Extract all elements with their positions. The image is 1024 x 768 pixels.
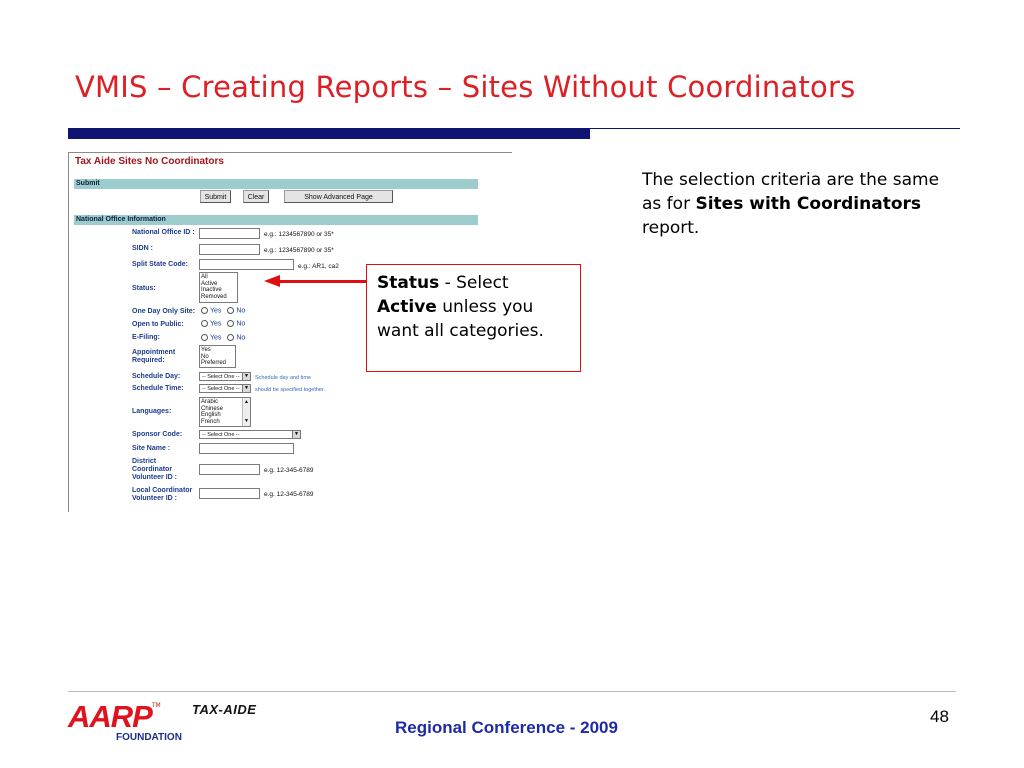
language-option[interactable]: Arabic — [201, 399, 219, 405]
note-text-before: The selection criteria are the same as for — [642, 170, 940, 214]
title-underline-bar — [68, 128, 590, 139]
clear-button[interactable]: Clear — [243, 190, 269, 203]
appointment-option[interactable]: Yes — [201, 347, 211, 353]
open-to-public-label: Open to Public: — [132, 321, 184, 328]
schedule-time-hint: should be specified together. — [255, 387, 326, 393]
schedule-day-label: Schedule Day: — [132, 373, 181, 380]
split-state-code-input[interactable] — [199, 259, 294, 270]
languages-listbox[interactable] — [199, 397, 251, 427]
local-coordinator-label — [132, 487, 192, 503]
district-coordinator-label — [132, 458, 177, 482]
note-bold: Sites with Coordinators — [695, 194, 922, 214]
open-to-public-yes-label: Yes — [210, 320, 222, 328]
callout-bold-status: Status — [377, 273, 440, 293]
languages-label: Languages: — [132, 408, 172, 415]
screenshot-border-left — [68, 152, 69, 512]
one-day-no-radio[interactable] — [227, 307, 234, 314]
schedule-time-value: -- Select One -- — [202, 386, 240, 392]
sponsor-code-label: Sponsor Code: — [132, 431, 183, 438]
district-coordinator-hint: e.g. 12-345-6789 — [264, 467, 314, 474]
sidn-label: SIDN : — [132, 245, 153, 252]
show-advanced-page-button[interactable]: Show Advanced Page — [284, 190, 393, 203]
district-coordinator-input[interactable] — [199, 464, 260, 475]
district-coordinator-label-line2: Coordinator — [132, 466, 173, 473]
open-to-public-no-label: No — [236, 320, 246, 328]
page-number: 48 — [930, 707, 949, 726]
footer-divider — [68, 691, 956, 692]
sidn-hint: e.g.: 1234567890 or 35* — [264, 247, 334, 254]
split-state-code-label: Split State Code: — [132, 261, 189, 268]
district-coordinator-label-line1: District — [132, 458, 157, 465]
e-filing-label: E-Filing: — [132, 334, 160, 341]
submit-button[interactable]: Submit — [200, 190, 231, 203]
dropdown-arrow-icon: ▼ — [242, 385, 250, 392]
status-option[interactable]: Inactive — [201, 287, 222, 294]
local-coordinator-label-line1: Local Coordinator — [132, 487, 193, 494]
status-option[interactable]: Removed — [201, 293, 227, 300]
status-option[interactable]: All — [201, 274, 208, 280]
schedule-time-select[interactable] — [199, 384, 251, 393]
one-day-only-site-label: One Day Only Site: — [132, 308, 196, 315]
one-day-no-label: No — [236, 307, 246, 315]
language-option[interactable]: English — [201, 412, 221, 419]
dropdown-arrow-icon: ▼ — [292, 431, 300, 438]
status-label: Status: — [132, 285, 156, 292]
local-coordinator-input[interactable] — [199, 488, 260, 499]
footer-conference-text: Regional Conference - 2009 — [395, 718, 618, 737]
e-filing-yes-radio[interactable] — [201, 334, 208, 341]
open-to-public-radio-group — [201, 320, 245, 327]
appointment-required-listbox[interactable] — [199, 345, 236, 368]
scroll-down-icon: ▼ — [244, 418, 249, 425]
sponsor-code-value: -- Select One -- — [202, 432, 240, 438]
national-office-id-hint: e.g.: 1234567890 or 35* — [264, 231, 334, 238]
logo-foundation-text: FOUNDATION — [116, 732, 182, 743]
logo-trademark: TM — [151, 702, 161, 709]
e-filing-no-radio[interactable] — [227, 334, 234, 341]
screenshot-border-top — [68, 152, 512, 153]
tax-aide-logo-text: TAX-AIDE — [192, 702, 257, 717]
note-text-after: report. — [642, 218, 700, 238]
languages-scrollbar[interactable] — [242, 398, 250, 426]
title-underline-line — [590, 128, 960, 129]
sponsor-code-select[interactable] — [199, 430, 301, 439]
local-coordinator-label-line2: Volunteer ID : — [132, 495, 177, 502]
callout-arrow-line — [278, 280, 366, 283]
language-option[interactable]: Chinese — [201, 405, 224, 412]
split-state-code-hint: e.g.: AR1, ca2 — [298, 263, 339, 270]
appointment-required-label-line1: Appointment — [132, 349, 176, 356]
schedule-day-select[interactable] — [199, 372, 251, 381]
appointment-option[interactable]: Preferred — [201, 360, 227, 367]
site-name-input[interactable] — [199, 443, 294, 454]
callout-bold-active: Active — [377, 297, 437, 317]
one-day-yes-radio[interactable] — [201, 307, 208, 314]
dropdown-arrow-icon: ▼ — [242, 373, 250, 380]
appointment-option[interactable]: No — [201, 353, 209, 360]
national-office-section-header: National Office Information — [74, 215, 478, 225]
national-office-id-label: National Office ID : — [132, 229, 195, 236]
district-coordinator-label-line3: Volunteer ID : — [132, 474, 177, 481]
schedule-day-hint: Schedule day and time — [255, 375, 311, 381]
status-listbox[interactable] — [199, 272, 238, 303]
callout-text1: - Select — [439, 273, 509, 293]
status-option[interactable]: Active — [201, 280, 218, 287]
open-to-public-no-radio[interactable] — [227, 320, 234, 327]
scroll-up-icon: ▲ — [244, 399, 249, 405]
one-day-yes-label: Yes — [210, 307, 222, 315]
form-title: Tax Aide Sites No Coordinators — [75, 156, 224, 167]
national-office-id-input[interactable] — [199, 228, 260, 239]
language-option[interactable]: French — [201, 418, 220, 425]
sidn-input[interactable] — [199, 244, 260, 255]
selection-criteria-note — [642, 168, 942, 240]
appointment-required-label-line2: Required: — [132, 357, 165, 364]
appointment-required-label — [132, 349, 175, 365]
e-filing-yes-label: Yes — [210, 334, 222, 342]
callout-text2: unless you want all categories. — [377, 297, 544, 341]
slide-title: VMIS – Creating Reports – Sites Without Coordinators — [75, 70, 856, 104]
schedule-day-value: -- Select One -- — [202, 374, 240, 380]
one-day-only-site-radio-group — [201, 307, 245, 314]
e-filing-no-label: No — [236, 334, 246, 342]
logo-aarp-text: AARP — [68, 699, 152, 734]
aarp-foundation-logo — [68, 699, 182, 743]
schedule-time-label: Schedule Time: — [132, 385, 184, 392]
local-coordinator-hint: e.g. 12-345-6789 — [264, 491, 314, 498]
site-name-label: Site Name : — [132, 445, 171, 452]
status-callout — [366, 264, 581, 372]
submit-section-header: Submit — [74, 179, 478, 189]
open-to-public-yes-radio[interactable] — [201, 320, 208, 327]
e-filing-radio-group — [201, 334, 245, 341]
